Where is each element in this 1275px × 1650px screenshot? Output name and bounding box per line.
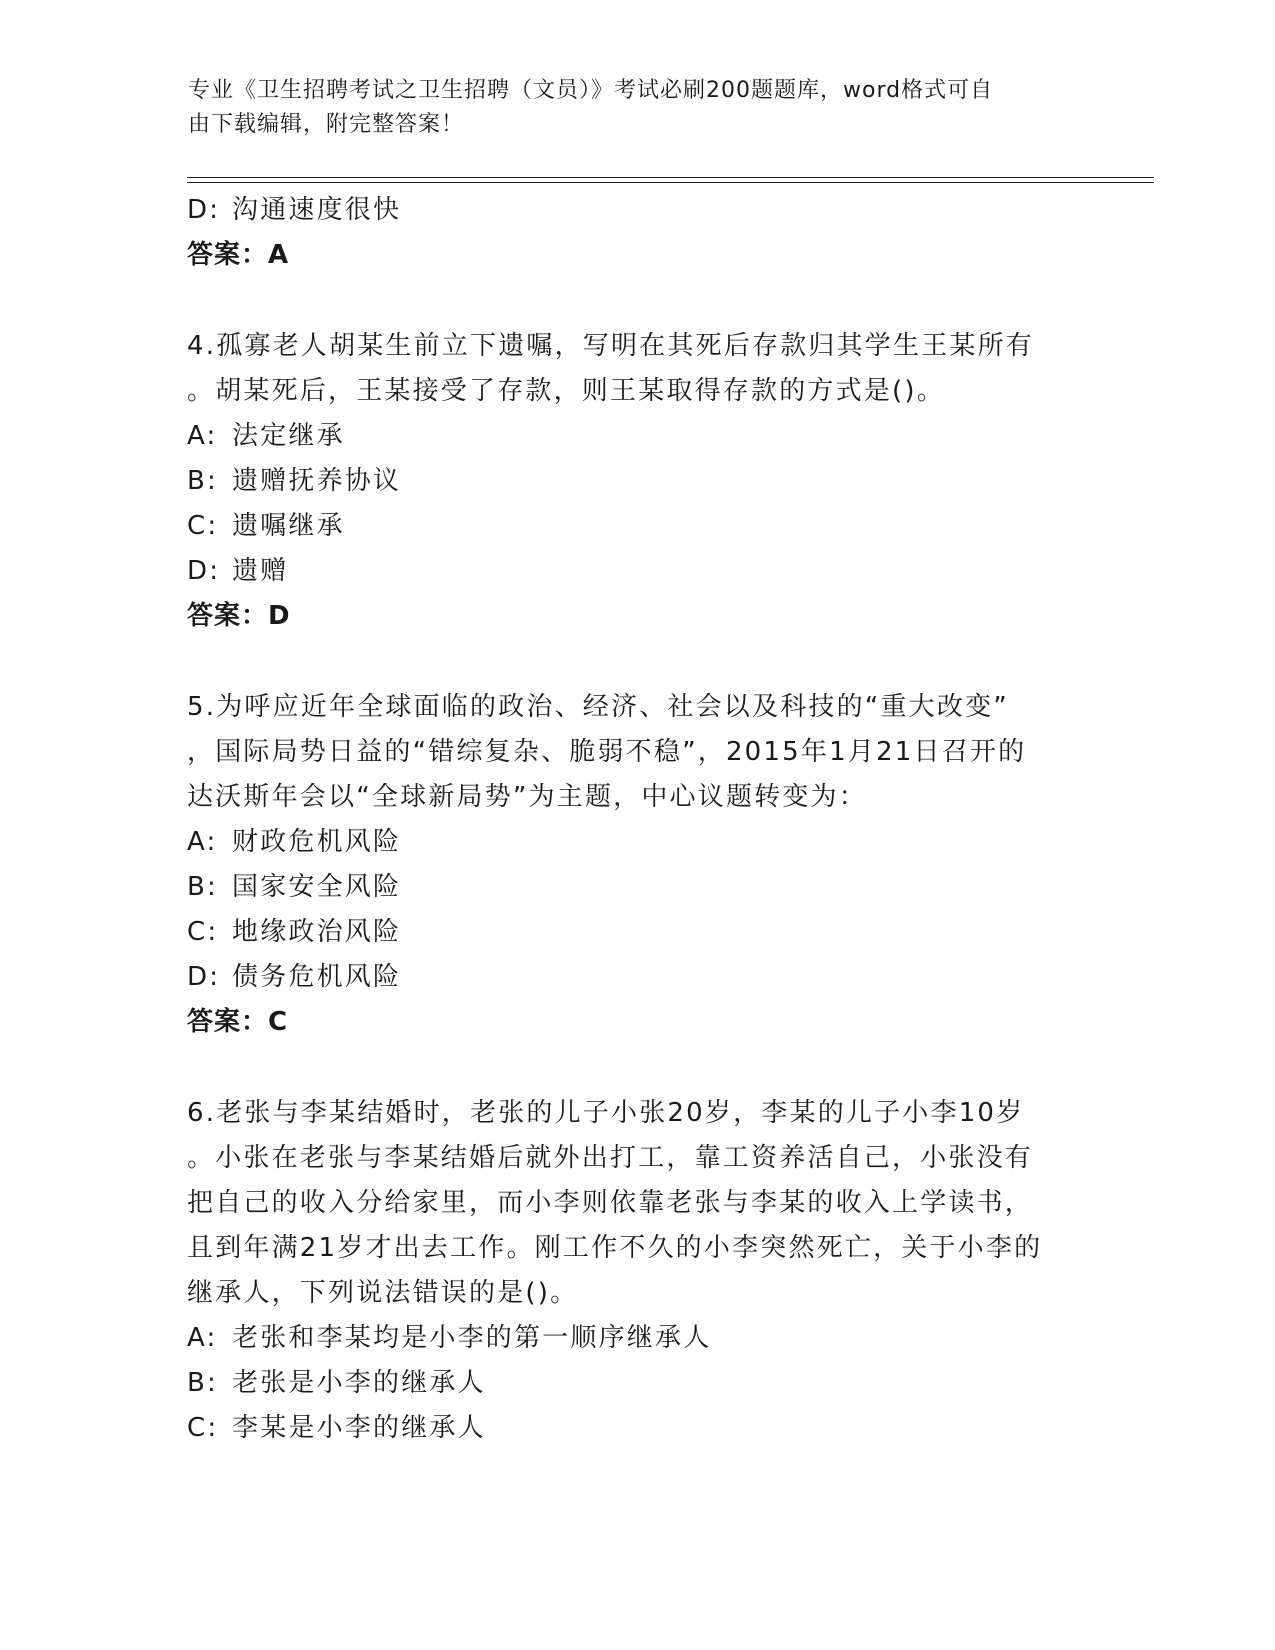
option-letter: C: xyxy=(187,917,219,947)
option-letter: B: xyxy=(187,466,218,496)
document-body xyxy=(187,188,1087,1451)
option-a xyxy=(187,1316,1087,1361)
option-letter: A: xyxy=(187,421,218,451)
option-text: 地缘政治风险 xyxy=(232,917,402,947)
question-text-line: 达沃斯年会以“全球新局势”为主题，中心议题转变为： xyxy=(187,782,867,812)
option-text: 老张是小李的继承人 xyxy=(232,1368,486,1398)
option-text: 债务危机风险 xyxy=(232,962,402,992)
question-text-line: ，国际局势日益的“错综复杂、脆弱不稳”，2015年1月21日召开的 xyxy=(187,737,1027,767)
option-b xyxy=(187,459,1087,504)
header-rule-top xyxy=(187,177,1154,178)
question-text-line: 。胡某死后，王某接受了存款，则王某取得存款的方式是()。 xyxy=(187,376,945,406)
question-5 xyxy=(187,685,1087,1045)
option-letter: B: xyxy=(187,1368,218,1398)
option-a xyxy=(187,820,1087,865)
option-text: 老张和李某均是小李的第一顺序继承人 xyxy=(232,1323,712,1353)
option-d xyxy=(187,188,1087,233)
question-text-line: 。小张在老张与李某结婚后就外出打工，靠工资养活自己，小张没有 xyxy=(187,1143,1034,1173)
question-text-line: 5.为呼应近年全球面临的政治、经济、社会以及科技的“重大改变” xyxy=(187,692,1009,722)
header-line-2: 由下载编辑，附完整答案！ xyxy=(188,112,465,137)
option-text: 国家安全风险 xyxy=(232,872,402,902)
question-6 xyxy=(187,1091,1087,1451)
option-letter: A: xyxy=(187,1323,218,1353)
option-text: 李某是小李的继承人 xyxy=(232,1413,486,1443)
option-text: 遗赠抚养协议 xyxy=(232,466,402,496)
option-d xyxy=(187,549,1087,594)
option-letter: C: xyxy=(187,511,219,541)
question-4 xyxy=(187,324,1087,639)
question-text-line: 6.老张与李某结婚时，老张的儿子小张20岁，李某的儿子小李10岁 xyxy=(187,1098,1025,1128)
option-letter: D: xyxy=(187,962,221,992)
option-c xyxy=(187,1406,1087,1451)
answer-line: 答案：A xyxy=(187,240,290,270)
option-text: 遗嘱继承 xyxy=(232,511,345,541)
option-b xyxy=(187,1361,1087,1406)
option-text: 遗赠 xyxy=(232,556,289,586)
answer-line: 答案：D xyxy=(187,601,291,631)
option-letter: D: xyxy=(187,556,221,586)
option-text: 财政危机风险 xyxy=(232,827,402,857)
question-text-line: 继承人，下列说法错误的是()。 xyxy=(187,1278,579,1308)
question-text-line: 且到年满21岁才出去工作。刚工作不久的小李突然死亡，关于小李的 xyxy=(187,1233,1043,1263)
document-header xyxy=(188,74,1088,142)
question-text-line: 4.孤寡老人胡某生前立下遗嘱，写明在其死后存款归其学生王某所有 xyxy=(187,331,1035,361)
header-rule-bottom xyxy=(187,182,1154,183)
option-c xyxy=(187,910,1087,955)
option-b xyxy=(187,865,1087,910)
option-letter: D: xyxy=(187,195,221,225)
header-line-1: 专业《卫生招聘考试之卫生招聘（文员）》考试必刷200题题库，word格式可自 xyxy=(188,78,994,103)
option-letter: A: xyxy=(187,827,218,857)
question-text-line: 把自己的收入分给家里，而小李则依靠老张与李某的收入上学读书， xyxy=(187,1188,1034,1218)
answer-line: 答案：C xyxy=(187,1007,289,1037)
option-a xyxy=(187,414,1087,459)
option-text: 沟通速度很快 xyxy=(232,195,402,225)
option-text: 法定继承 xyxy=(232,421,345,451)
option-d xyxy=(187,955,1087,1000)
option-c xyxy=(187,504,1087,549)
option-letter: C: xyxy=(187,1413,219,1443)
option-letter: B: xyxy=(187,872,218,902)
